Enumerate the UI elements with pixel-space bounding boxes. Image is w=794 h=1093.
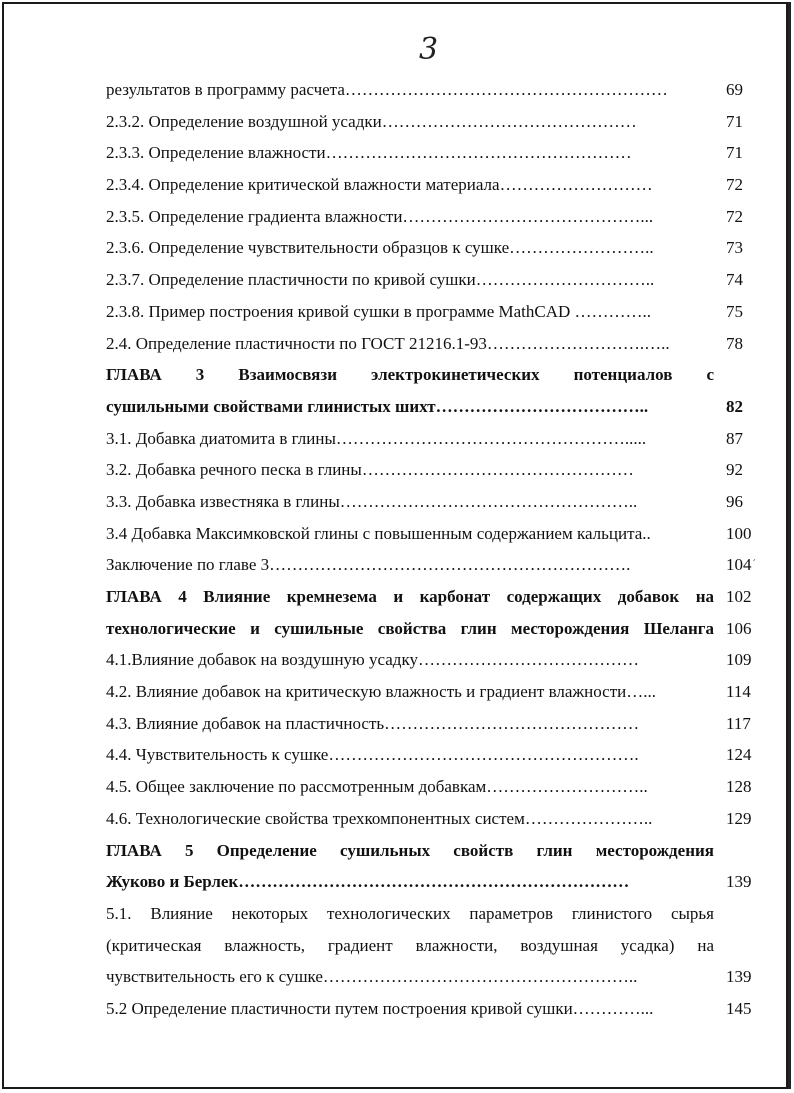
toc-entry-page: 100 bbox=[726, 523, 752, 543]
toc-entry bbox=[106, 644, 756, 676]
toc-entry bbox=[106, 961, 756, 993]
toc-chapter-heading bbox=[106, 359, 756, 391]
toc-entry bbox=[106, 771, 756, 803]
toc-entry-page: 104´ bbox=[726, 555, 756, 575]
toc-entry-page: 71 bbox=[726, 143, 743, 163]
toc-entry bbox=[106, 296, 756, 328]
toc-entry bbox=[106, 486, 756, 518]
toc-entry-page: 117 bbox=[726, 713, 751, 733]
toc-entry-page: 145 bbox=[726, 998, 752, 1018]
toc-entry-title: 2.3.3. Определение влажности……………………………………………… bbox=[106, 143, 632, 163]
toc-entry-page: 69 bbox=[726, 80, 743, 99]
toc-entry bbox=[106, 74, 756, 106]
toc-entry-page: 109 bbox=[726, 650, 752, 670]
toc-entry-page: 82 bbox=[726, 396, 743, 416]
toc-entry-page: 78 bbox=[726, 333, 743, 353]
toc-entry bbox=[106, 454, 756, 486]
toc-entry-page: 96 bbox=[726, 491, 743, 511]
toc-entry-title: (критическая влажность, градиент влажности, воздушная усадка) на bbox=[106, 935, 714, 955]
toc-entry-title: 3.4 Добавка Максимковской глины с повышенным содержанием кальцита.. bbox=[106, 523, 651, 543]
toc-entry-title: 3.3. Добавка известняка в глины…………………………………………….. bbox=[106, 491, 638, 511]
handwritten-tick-mark: ´ bbox=[752, 559, 756, 571]
toc-entry-title: 3.1. Добавка диатомита в глины……………………………………………..... bbox=[106, 428, 647, 448]
toc-entry-page: 139 bbox=[726, 872, 752, 892]
toc-entry-title: Заключение по главе 3………………………………………………………. bbox=[106, 555, 631, 575]
toc-chapter-heading bbox=[106, 613, 756, 645]
handwritten-page-mark: 3 bbox=[419, 32, 439, 67]
toc-entry bbox=[106, 708, 756, 740]
toc-entry-page: 87 bbox=[726, 428, 743, 448]
toc-entry-title: 4.1.Влияние добавок на воздушную усадку………………………………… bbox=[106, 650, 639, 670]
toc-chapter-heading bbox=[106, 866, 756, 898]
toc-entry-title: ГЛАВА 3 Взаимосвязи электрокинетических потенциалов с bbox=[106, 365, 714, 385]
toc-entry-title: чувствительность его к сушке……………………………………………….. bbox=[106, 967, 638, 987]
toc-entry-page: 139 bbox=[726, 967, 752, 987]
toc-entry-title: 2.3.8. Пример построения кривой сушки в программе MathCAD ………….. bbox=[106, 301, 652, 321]
toc-entry-page: 114 bbox=[726, 682, 751, 702]
toc-entry-page: 129 bbox=[726, 808, 752, 828]
table-of-contents bbox=[106, 74, 756, 1025]
toc-entry-title: 2.3.2. Определение воздушной усадки……………………………………… bbox=[106, 111, 637, 131]
toc-entry-title: результатов в программу расчета………………………………………………… bbox=[106, 80, 668, 99]
toc-entry-title: 2.3.7. Определение пластичности по кривой сушки………………………….. bbox=[106, 270, 655, 290]
toc-entry-title: 2.4. Определение пластичности по ГОСТ 21216.1-93……………………….….. bbox=[106, 333, 670, 353]
toc-entry-title: 4.2. Влияние добавок на критическую влажность и градиент влажности…... bbox=[106, 682, 656, 702]
toc-entry bbox=[106, 106, 756, 138]
toc-chapter-heading bbox=[106, 581, 756, 613]
toc-entry-title: 4.5. Общее заключение по рассмотренным добавкам……………………….. bbox=[106, 777, 648, 797]
toc-entry bbox=[106, 137, 756, 169]
toc-entry-page: 124 bbox=[726, 745, 752, 765]
toc-entry-title: 5.1. Влияние некоторых технологических параметров глинистого сырья bbox=[106, 903, 714, 923]
toc-entry-title: 5.2 Определение пластичности путем построения кривой сушки…………... bbox=[106, 998, 654, 1018]
toc-chapter-heading bbox=[106, 835, 756, 867]
toc-entry bbox=[106, 549, 756, 581]
toc-entry bbox=[106, 201, 756, 233]
toc-entry-title: 2.3.4. Определение критической влажности материала……………………… bbox=[106, 175, 653, 195]
toc-entry bbox=[106, 739, 756, 771]
toc-entry-title: 4.4. Чувствительность к сушке………………………………………………. bbox=[106, 745, 639, 765]
toc-entry bbox=[106, 518, 756, 550]
toc-entry-title: ГЛАВА 4 Влияние кремнезема и карбонат содержащих добавок на bbox=[106, 587, 714, 606]
toc-entry-title: 2.3.6. Определение чувствительности образцов к сушке…………………….. bbox=[106, 238, 654, 258]
toc-chapter-heading bbox=[106, 391, 756, 423]
toc-entry bbox=[106, 423, 756, 455]
toc-entry bbox=[106, 328, 756, 360]
toc-entry-title: технологические и сушильные свойства глин месторождения Шеланга bbox=[106, 618, 714, 638]
toc-entry bbox=[106, 169, 756, 201]
toc-entry-title: 4.3. Влияние добавок на пластичность……………………………………… bbox=[106, 713, 640, 733]
toc-entry-page: 71 bbox=[726, 111, 743, 131]
toc-entry-page: 72 bbox=[726, 175, 743, 195]
toc-entry bbox=[106, 803, 756, 835]
toc-entry-title: Жуково и Берлек…………………………………………………………… bbox=[106, 872, 630, 892]
toc-entry-title: сушильными свойствами глинистых шихт……………………………….. bbox=[106, 396, 649, 416]
toc-entry bbox=[106, 993, 756, 1025]
toc-entry-page: 128 bbox=[726, 777, 752, 797]
page-border-shadow bbox=[788, 2, 791, 1089]
toc-entry bbox=[106, 232, 756, 264]
toc-entry bbox=[106, 264, 756, 296]
toc-entry-page: 102 bbox=[726, 587, 752, 606]
toc-entry bbox=[106, 930, 756, 962]
toc-entry-page: 74 bbox=[726, 270, 743, 290]
toc-entry-title: ГЛАВА 5 Определение сушильных свойств глин месторождения bbox=[106, 840, 714, 860]
toc-entry-page: 72 bbox=[726, 206, 743, 226]
toc-entry-title: 3.2. Добавка речного песка в глины………………………………………… bbox=[106, 460, 634, 480]
toc-entry-title: 4.6. Технологические свойства трехкомпонентных систем………………….. bbox=[106, 808, 653, 828]
toc-entry-page: 92 bbox=[726, 460, 743, 480]
toc-entry-page: 75 bbox=[726, 301, 743, 321]
toc-entry-title: 2.3.5. Определение градиента влажности……………………………………... bbox=[106, 206, 654, 226]
toc-entry bbox=[106, 676, 756, 708]
toc-entry bbox=[106, 898, 756, 930]
toc-entry-page: 106 bbox=[726, 618, 752, 638]
toc-entry-page: 73 bbox=[726, 238, 743, 258]
